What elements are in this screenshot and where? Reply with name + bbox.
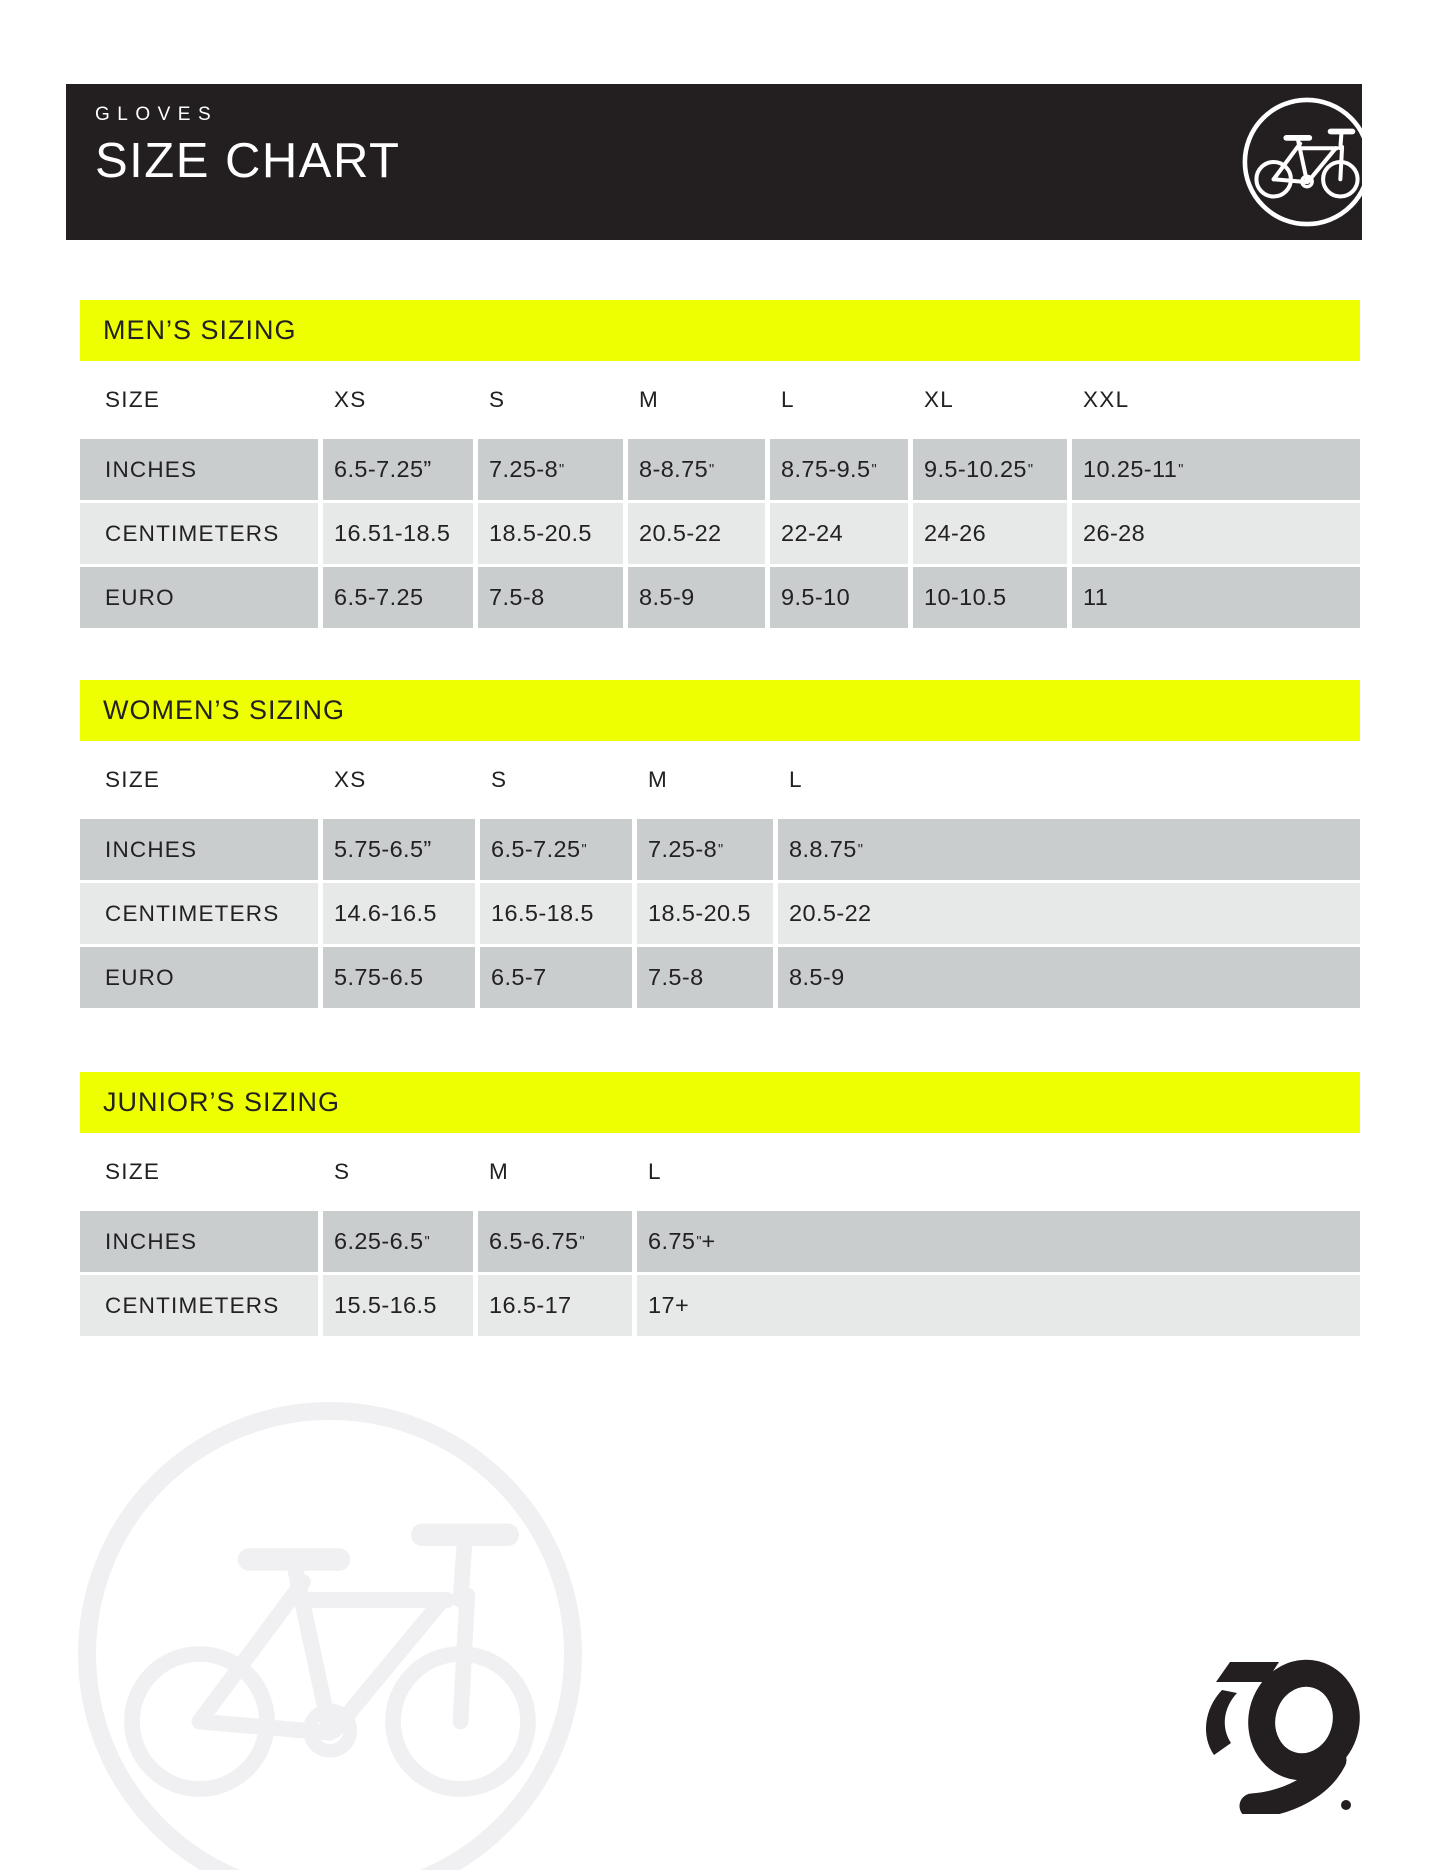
section-womens [80, 680, 1360, 1011]
cell-juniors-inches-s: 6.25-6.5 " [323, 1211, 473, 1272]
row-label: CENTIMETERS [80, 1275, 318, 1336]
cell-mens-euro-xl: 10-10.5 [913, 567, 1067, 628]
table-row-euro [80, 947, 1360, 1008]
cell-juniors-centimeters-m: 16.5-17 [478, 1275, 632, 1336]
cell-womens-centimeters-l: 20.5-22 [778, 883, 1360, 944]
col-header-s: S [334, 1159, 351, 1184]
col-header-xxl: XXL [1083, 387, 1130, 412]
row-label: EURO [80, 947, 318, 1008]
size-label: SIZE [105, 767, 161, 792]
pearl-izumi-logo [1186, 1656, 1376, 1814]
col-header-l: L [789, 767, 803, 792]
section-mens [80, 300, 1360, 631]
col-header-m: M [489, 1159, 510, 1184]
cell-mens-inches-xxl: 10.25-11 " [1072, 439, 1360, 500]
table-row-inches [80, 819, 1360, 880]
size-label: SIZE [105, 387, 161, 412]
table-row-centimeters [80, 503, 1360, 564]
row-label: CENTIMETERS [80, 883, 318, 944]
cell-womens-inches-s: 6.5-7.25 " [480, 819, 632, 880]
section-title-juniors: JUNIOR’S SIZING [80, 1072, 1360, 1133]
col-header-xs: XS [334, 387, 367, 412]
cell-juniors-inches-l: 6.75 " + [637, 1211, 1360, 1272]
table-row-inches [80, 1211, 1360, 1272]
section-title-womens: WOMEN’S SIZING [80, 680, 1360, 741]
row-label: INCHES [80, 1211, 318, 1272]
cell-mens-inches-s: 7.25-8 " [478, 439, 623, 500]
cell-mens-inches-l: 8.75-9.5 " [770, 439, 908, 500]
size-header-row [80, 741, 1360, 819]
cell-juniors-centimeters-s: 15.5-16.5 [323, 1275, 473, 1336]
cell-womens-inches-m: 7.25-8 " [637, 819, 773, 880]
cell-womens-euro-m: 7.5-8 [637, 947, 773, 1008]
bicycle-watermark-icon [60, 1384, 600, 1870]
cell-mens-centimeters-xl: 24-26 [913, 503, 1067, 564]
header-bar [66, 84, 1362, 240]
col-header-m: M [639, 387, 660, 412]
cell-womens-centimeters-s: 16.5-18.5 [480, 883, 632, 944]
col-header-l: L [781, 387, 795, 412]
row-label: INCHES [80, 819, 318, 880]
cell-womens-euro-xs: 5.75-6.5 [323, 947, 475, 1008]
row-label: CENTIMETERS [80, 503, 318, 564]
cell-mens-euro-l: 9.5-10 [770, 567, 908, 628]
col-header-l: L [648, 1159, 662, 1184]
col-header-s: S [489, 387, 506, 412]
cell-mens-inches-m: 8-8.75 " [628, 439, 765, 500]
cell-mens-centimeters-l: 22-24 [770, 503, 908, 564]
cell-mens-centimeters-xs: 16.51-18.5 [323, 503, 473, 564]
col-header-xs: XS [334, 767, 367, 792]
cell-mens-centimeters-m: 20.5-22 [628, 503, 765, 564]
table-row-centimeters [80, 883, 1360, 944]
row-label: EURO [80, 567, 318, 628]
cell-mens-euro-m: 8.5-9 [628, 567, 765, 628]
size-label: SIZE [105, 1159, 161, 1184]
cell-mens-euro-s: 7.5-8 [478, 567, 623, 628]
header-kicker: GLOVES [95, 104, 219, 125]
cell-womens-euro-l: 8.5-9 [778, 947, 1360, 1008]
cell-womens-euro-s: 6.5-7 [480, 947, 632, 1008]
cell-womens-centimeters-m: 18.5-20.5 [637, 883, 773, 944]
row-label: INCHES [80, 439, 318, 500]
section-juniors [80, 1072, 1360, 1339]
table-row-inches [80, 439, 1360, 500]
cell-womens-inches-l: 8.8.75 " [778, 819, 1360, 880]
col-header-m: M [648, 767, 669, 792]
cell-mens-euro-xs: 6.5-7.25 [323, 567, 473, 628]
col-header-s: S [491, 767, 508, 792]
cell-mens-inches-xs: 6.5-7.25” [323, 439, 473, 500]
cell-womens-centimeters-xs: 14.6-16.5 [323, 883, 475, 944]
size-header-row [80, 1133, 1360, 1211]
bicycle-icon [1238, 93, 1362, 231]
col-header-xl: XL [924, 387, 955, 412]
cell-juniors-inches-m: 6.5-6.75 " [478, 1211, 632, 1272]
page-title: SIZE CHART [95, 134, 401, 188]
cell-womens-inches-xs: 5.75-6.5” [323, 819, 475, 880]
table-row-centimeters [80, 1275, 1360, 1336]
table-row-euro [80, 567, 1360, 628]
cell-mens-centimeters-xxl: 26-28 [1072, 503, 1360, 564]
cell-mens-centimeters-s: 18.5-20.5 [478, 503, 623, 564]
section-title-mens: MEN’S SIZING [80, 300, 1360, 361]
cell-mens-inches-xl: 9.5-10.25 " [913, 439, 1067, 500]
cell-juniors-centimeters-l: 17+ [637, 1275, 1360, 1336]
cell-mens-euro-xxl: 11 [1072, 567, 1360, 628]
size-header-row [80, 361, 1360, 439]
